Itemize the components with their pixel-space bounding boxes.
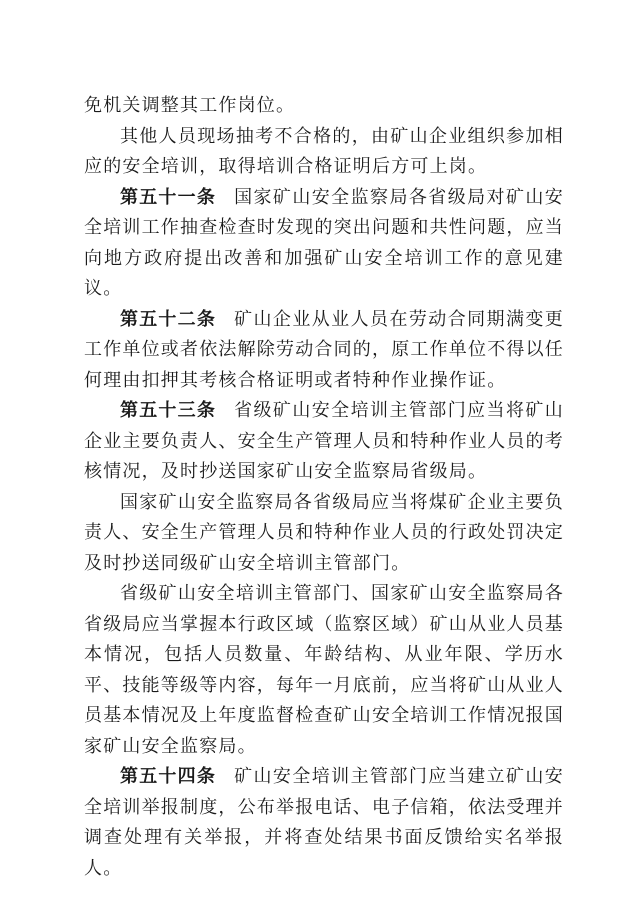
paragraph-onsite-exam: [84, 122, 564, 183]
article-number: 第五十四条: [120, 766, 217, 787]
article-text: 国家矿山安全监察局各省级局对矿山安全培训工作抽查检查时发现的突出问题和共性问题，应当向地方政府提出改善和加强矿山安全培训工作的意见建议。: [84, 186, 564, 299]
article-54: [84, 762, 564, 884]
paragraph-text: 省级矿山安全培训主管部门、国家矿山安全监察局各省级局应当掌握本行政区域（监察区域）矿山从业人员基本情况，包括人员数量、年龄结构、从业年限、学历水平、技能等级等内容，每年一月底前，应当将矿山从业人员基本情况及上年度监督检查矿山安全培训工作情况报国家矿山安全监察局。: [84, 583, 564, 757]
article-text: 矿山企业从业人员在劳动合同期满变更工作单位或者依法解除劳动合同的，原工作单位不得以任何理由扣押其考核合格证明或者特种作业操作证。: [84, 308, 564, 391]
paragraph-penalty-copy: [84, 488, 564, 580]
article-52: [84, 305, 564, 397]
paragraph-basic-info-report: [84, 579, 564, 762]
article-text: 矿山安全培训主管部门应当建立矿山安全培训举报制度，公布举报电话、电子信箱，依法受理并调查处理有关举报，并将查处结果书面反馈给实名举报人。: [84, 766, 564, 879]
article-number: 第五十三条: [120, 400, 217, 421]
article-53: [84, 396, 564, 488]
paragraph-continuation: [84, 91, 564, 122]
article-number: 第五十二条: [120, 308, 217, 330]
article-text: 省级矿山安全培训主管部门应当将矿山企业主要负责人、安全生产管理人员和特种作业人员的考核情况，及时抄送国家矿山安全监察局省级局。: [84, 400, 564, 482]
paragraph-text: 其他人员现场抽考不合格的，由矿山企业组织参加相应的安全培训，取得培训合格证明后方可上岗。: [84, 125, 564, 177]
document-body: [84, 91, 564, 884]
paragraph-text: 免机关调整其工作岗位。: [84, 95, 296, 116]
article-51: [84, 183, 564, 305]
paragraph-text: 国家矿山安全监察局各省级局应当将煤矿企业主要负责人、安全生产管理人员和特种作业人员的行政处罚决定及时抄送同级矿山安全培训主管部门。: [84, 491, 564, 574]
article-number: 第五十一条: [120, 186, 217, 208]
